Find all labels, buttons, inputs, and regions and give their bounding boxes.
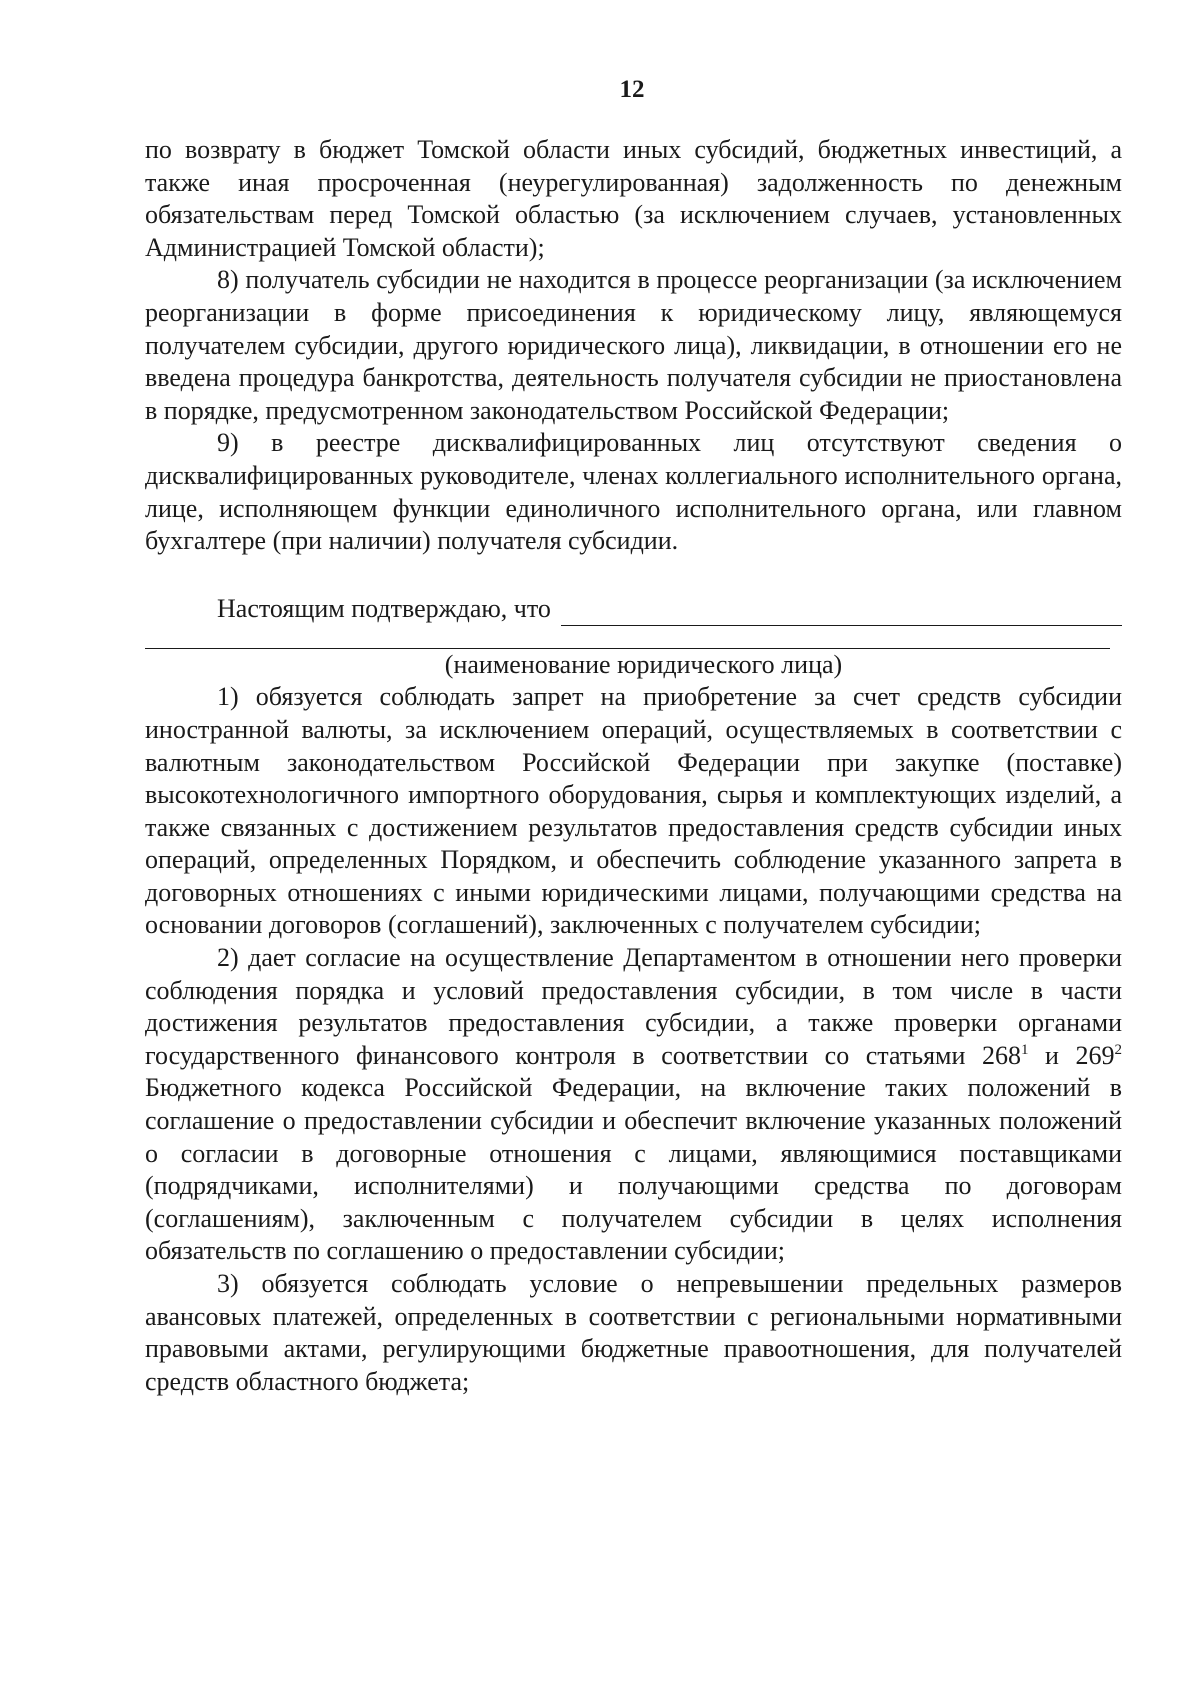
paragraph-item-9: 9) в реестре дисквалифицированных лиц отсутствуют сведения о дисквалифицированных руководителе, членах коллегиального исполнительного органа, лице, исполняющем функции единоличного исполнительного органа, или главном бухгалтере (при наличии) получателя субсидии. [145, 428, 1122, 556]
blank-fill-line [561, 599, 1122, 626]
spacer [145, 558, 1122, 590]
page-number: 12 [619, 76, 645, 103]
confirmation-line [145, 590, 1122, 626]
superscript-1: 1 [1020, 1041, 1029, 1058]
commitment-item-3: 3) обязуется соблюдать условие о непревышении предельных размеров авансовых платежей, определенных в соответствии с региональными нормативными правовыми актами, регулирующими бюджетные правоотношения, для получателей средств областного бюджета; [145, 1269, 1122, 1396]
field-caption: (наименование юридического лица) [444, 649, 843, 679]
paragraph-item-8: 8) получатель субсидии не находится в процессе реорганизации (за исключением реорганизации в форме присоединения к юридическому лицу, являющемуся получателем субсидии, другого юридического лица), ликвидации, в отношении его не введена процедура банкротства, деятельность получателя субсидии не приостановлена в порядке, предусмотренном законодательством Российской Федерации; [145, 265, 1122, 425]
commitment-2-text-c: Бюджетного кодекса Российской Федерации, на включение таких положений в соглашение о предоставлении субсидии и обеспечит включение указанных положений о согласии в договорные отношения с лицами, являющимися поставщиками (подрядчиками, исполнителями) и получающими средства по договорам (соглашениям), заключенным с получателем субсидии в целях исполнения обязательств по соглашению о предоставлении субсидии; [145, 1073, 1122, 1266]
commitment-item-1: 1) обязуется соблюдать запрет на приобретение за счет средств субсидии иностранной валюты, за исключением операций, осуществляемых в соответствии с валютным законодательством Российской Федерации при закупке (поставке) высокотехнологичного импортного оборудования, сырья и комплектующих изделий, а также связанных с достижением результатов предоставления средств субсидии иных операций, определенных Порядком, и обеспечить соблюдение указанного запрета в договорных отношениях с иными юридическими лицами, получающими средства на основании договоров (соглашений), заключенных с получателем субсидии; [145, 682, 1122, 940]
commitment-item-2 [145, 942, 1122, 1268]
commitment-2-text-b: и 269 [1028, 1040, 1115, 1070]
body-text [145, 134, 1122, 1398]
confirmation-text: Настоящим подтверждаю, что [217, 594, 551, 624]
superscript-2: 2 [1114, 1041, 1123, 1058]
paragraph-continued: по возврату в бюджет Томской области иных субсидий, бюджетных инвестиций, а также иная просроченная (неурегулированная) задолженность по денежным обязательствам перед Томской областью (за исключением случаев, установленных Администрацией Томской области); [145, 135, 1122, 262]
blank-full-line [145, 626, 1110, 649]
commitment-2-text-a: 2) дает согласие на осуществление Департаментом в отношении него проверки соблюдения порядка и условий предоставления субсидии, в том числе в части достижения результатов предоставления субсидии, а также проверки органами государственного финансового контроля в соответствии со статьями 268 [145, 943, 1122, 1070]
